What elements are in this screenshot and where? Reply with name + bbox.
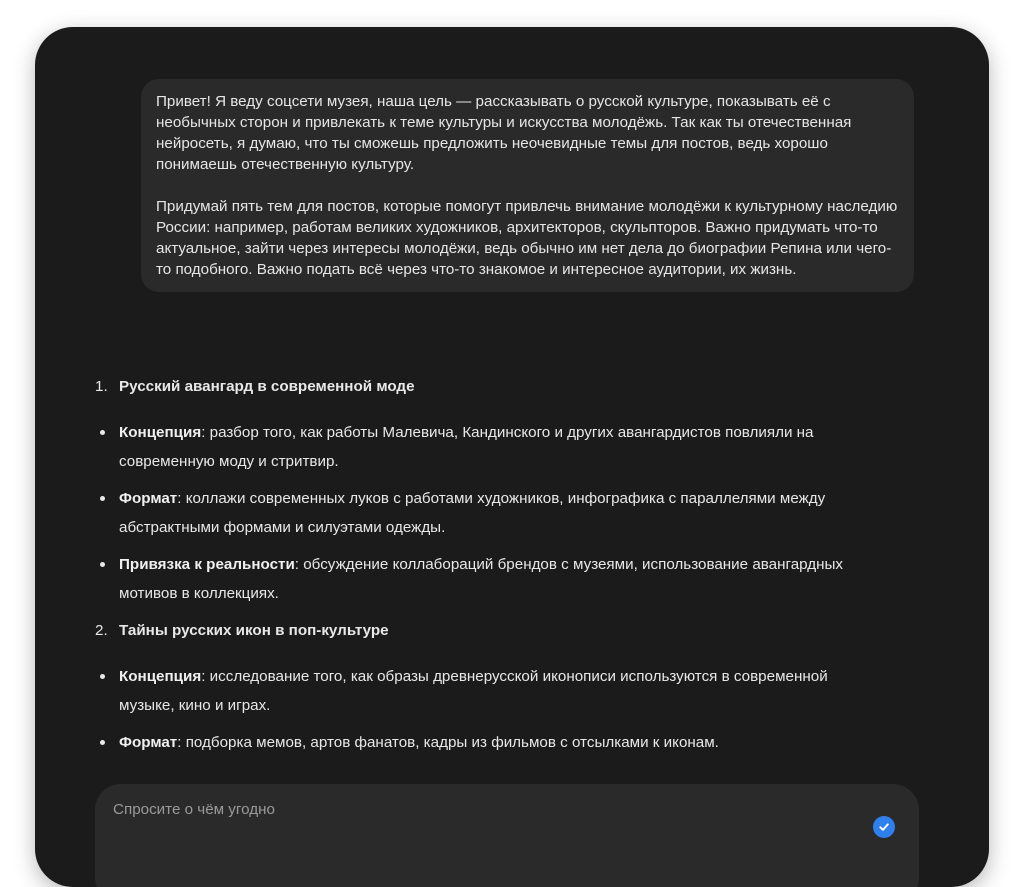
- answer-bullet: [95, 728, 855, 757]
- answer-bullet: [95, 418, 855, 476]
- section-number: 1.: [95, 378, 108, 395]
- answer-bullet: [95, 550, 855, 608]
- user-message-paragraph: Привет! Я веду соцсети музея, наша цель — рассказывать о русской культуре, показывать её с необычных сторон и привлекать к теме культуры и искусства молодёжь. Так как ты отечественная нейросеть, я думаю, что ты сможешь предложить неочевидные темы для постов, ведь хорошо понимаешь отечественную культуру.: [156, 93, 852, 173]
- bullet-label: Концепция: [119, 668, 202, 685]
- bullet-dot: [100, 674, 105, 679]
- user-message-bubble: [141, 79, 914, 292]
- bullet-text: : разбор того, как работы Малевича, Кандинского и других авангардистов повлияли на современную моду и стритвир.: [119, 424, 814, 470]
- user-message-paragraph: Придумай пять тем для постов, которые помогут привлечь внимание молодёжи к культурному наследию России: например, работам великих художников, архитекторов, скульпторов. Важно придумать что-то актуальное, зайти через интересы молодёжи, ведь обычно им нет дела до биографии Репина или чего-то подобного. Важно подать всё через что-то знакомое и интересное аудитории, их жизнь.: [156, 198, 898, 278]
- chat-window: [35, 27, 989, 887]
- bullet-dot: [100, 562, 105, 567]
- bullet-label: Привязка к реальности: [119, 556, 295, 573]
- section-title-text: Русский авангард в современной моде: [119, 378, 415, 395]
- answer-bullet: [95, 662, 855, 720]
- bullet-dot: [100, 740, 105, 745]
- assistant-answer: [95, 372, 855, 765]
- answer-section-title: [95, 616, 855, 645]
- section-title-text: Тайны русских икон в поп-культуре: [119, 622, 389, 639]
- bullet-label: Формат: [119, 490, 178, 507]
- answer-bullet: [95, 484, 855, 542]
- section-number: 2.: [95, 622, 108, 639]
- bullet-text: : подборка мемов, артов фанатов, кадры из фильмов с отсылками к иконам.: [177, 734, 719, 751]
- prompt-input[interactable]: [111, 800, 855, 819]
- bullet-dot: [100, 496, 105, 501]
- check-circle-icon[interactable]: [873, 816, 895, 838]
- bullet-label: Концепция: [119, 424, 202, 441]
- bullet-label: Формат: [119, 734, 178, 751]
- bullet-text: : обсуждение коллабораций брендов с музеями, использование авангардных мотивов в коллекциях.: [119, 556, 844, 602]
- answer-section-title: [95, 372, 855, 401]
- checkmark-glyph: [878, 821, 890, 833]
- bullet-dot: [100, 430, 105, 435]
- message-composer: [95, 784, 919, 887]
- bullet-text: : коллажи современных луков с работами художников, инфографика с параллелями между абстрактными формами и силуэтами одежды.: [119, 490, 826, 536]
- bullet-text: : исследование того, как образы древнерусской иконописи используются в современной музыке, кино и играх.: [119, 668, 828, 714]
